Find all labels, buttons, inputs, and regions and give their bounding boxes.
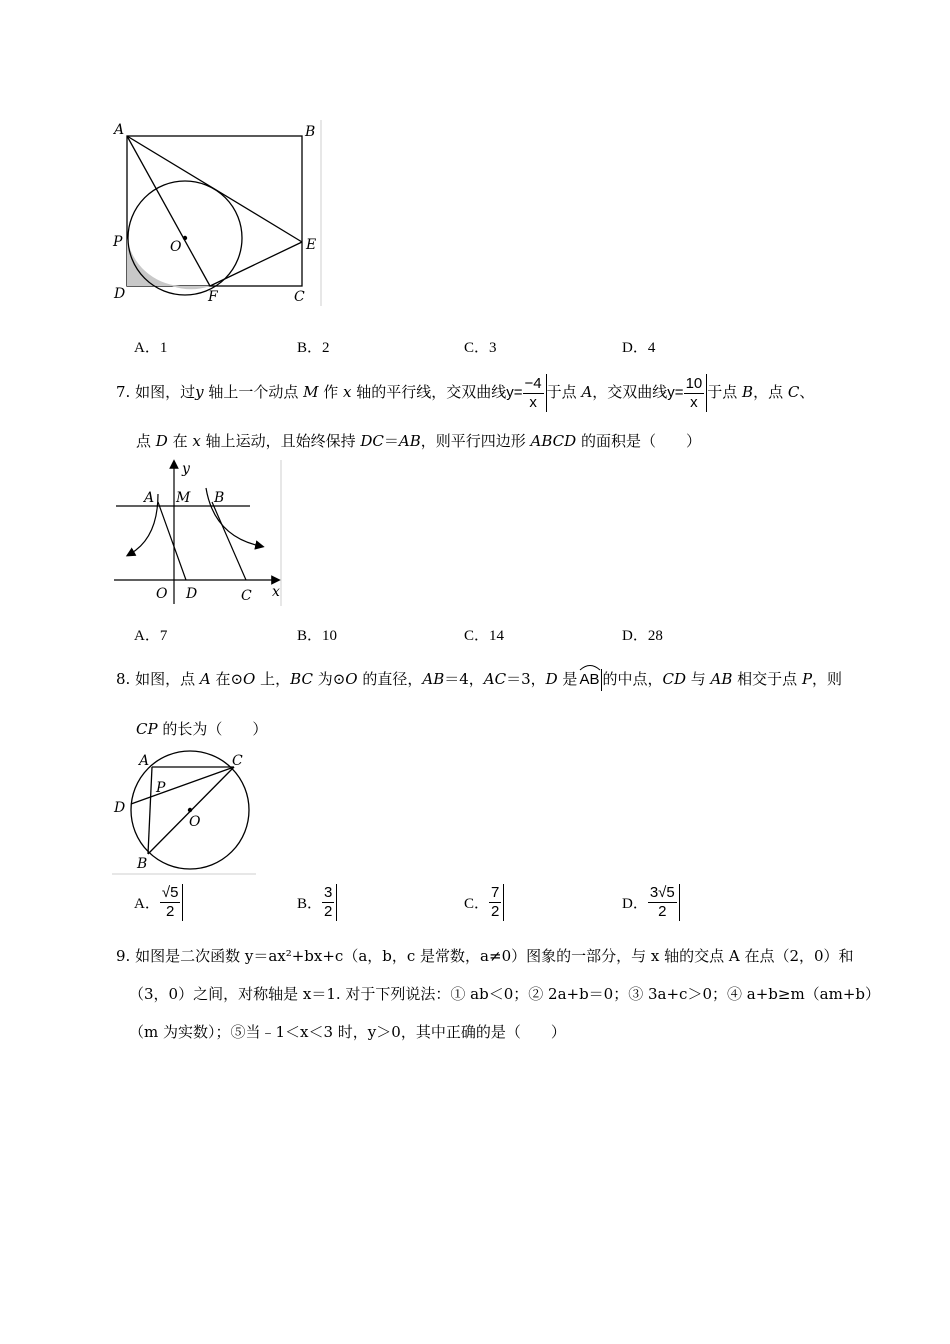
- q7-formula-2: y= $\frac{10}{x}$: [667, 374, 707, 412]
- fig6-label: F: [208, 289, 218, 305]
- fig8-label: A: [139, 753, 150, 769]
- fig6-label: B: [305, 124, 316, 140]
- q6-figure: [110, 118, 325, 308]
- q7-option-d: D．28: [622, 628, 663, 644]
- fig6-label: D: [114, 286, 126, 302]
- q6-option-b: B．2: [297, 340, 330, 356]
- fig8-label: P: [156, 780, 166, 796]
- fig7-label: y: [182, 461, 190, 477]
- fig8-label: C: [232, 753, 243, 769]
- fig7-label: x: [272, 584, 280, 600]
- q8-option-d: D． $\frac{3√5}{2}$: [622, 884, 680, 921]
- q8-figure: [110, 748, 260, 876]
- q8-option-c: C． $\frac{7}{2}$: [464, 884, 504, 921]
- q7-option-c: C．14: [464, 628, 505, 644]
- fig7-label: M: [176, 490, 191, 506]
- q9-line2: （3，0）之间，对称轴是 x＝1. 对于下列说法：① ab＜0；② 2a+b＝0；③ 3a+c＞0；④ a+b≥m（am+b）: [129, 985, 880, 1003]
- fig8-label: O: [189, 814, 201, 830]
- q6-option-c: C．3: [464, 340, 497, 356]
- q7-option-b: B．10: [297, 628, 338, 644]
- q7-figure: [110, 458, 290, 608]
- q8-line1: 8. 如图，点 A 在⊙O 上，BC 为⊙O 的直径，AB＝4，AC＝3，D 是 AB 的中点，CD 与 AB 相交于点 P，则: [116, 668, 842, 691]
- fig6-label: C: [294, 289, 305, 305]
- q9-line3: （m 为实数）；⑤当﹣1＜x＜3 时，y＞0，其中正确的是（ ）: [129, 1023, 566, 1041]
- fig6-label: P: [113, 234, 123, 250]
- q6-option-d: D．4: [622, 340, 656, 356]
- fig7-label: A: [144, 490, 155, 506]
- q8-option-b: B． $\frac{3}{2}$: [297, 884, 337, 921]
- fig8-label: D: [114, 800, 126, 816]
- fig7-label: O: [156, 586, 168, 602]
- q7-option-a: A．7: [134, 628, 168, 644]
- fig7-label: B: [214, 490, 225, 506]
- q8-line2: CP 的长为（ ）: [136, 720, 268, 738]
- q7-line1: 7. 如图，过y 轴上一个动点 M 作 x 轴的平行线，交双曲线y= $\frac{-4}{x}$ 于点 A，交双曲线y= $\frac{10}{x}$ 于点 B，点 C、: [116, 374, 815, 411]
- q7-formula-1: y= $\frac{-4}{x}$: [506, 374, 546, 412]
- fig6-label: O: [170, 239, 182, 255]
- fig6-label: E: [306, 237, 317, 253]
- q9-line1: 9. 如图是二次函数 y＝ax²+bx+c（a，b，c 是常数，a≠0）图象的一部分，与 x 轴的交点 A 在点（2，0）和: [116, 947, 854, 965]
- q8-arc-ab: AB: [577, 669, 602, 691]
- fig8-label: B: [137, 856, 148, 872]
- q8-option-a: A． $\frac{√5}{2}$: [134, 884, 183, 921]
- q6-option-a: A．1: [134, 340, 168, 356]
- fig7-label: C: [241, 588, 252, 604]
- fig7-label: D: [186, 586, 198, 602]
- q7-line2: 点 D 在 x 轴上运动，且始终保持 DC＝AB，则平行四边形 ABCD 的面积是（ ）: [136, 432, 701, 450]
- fig6-label: A: [114, 122, 125, 138]
